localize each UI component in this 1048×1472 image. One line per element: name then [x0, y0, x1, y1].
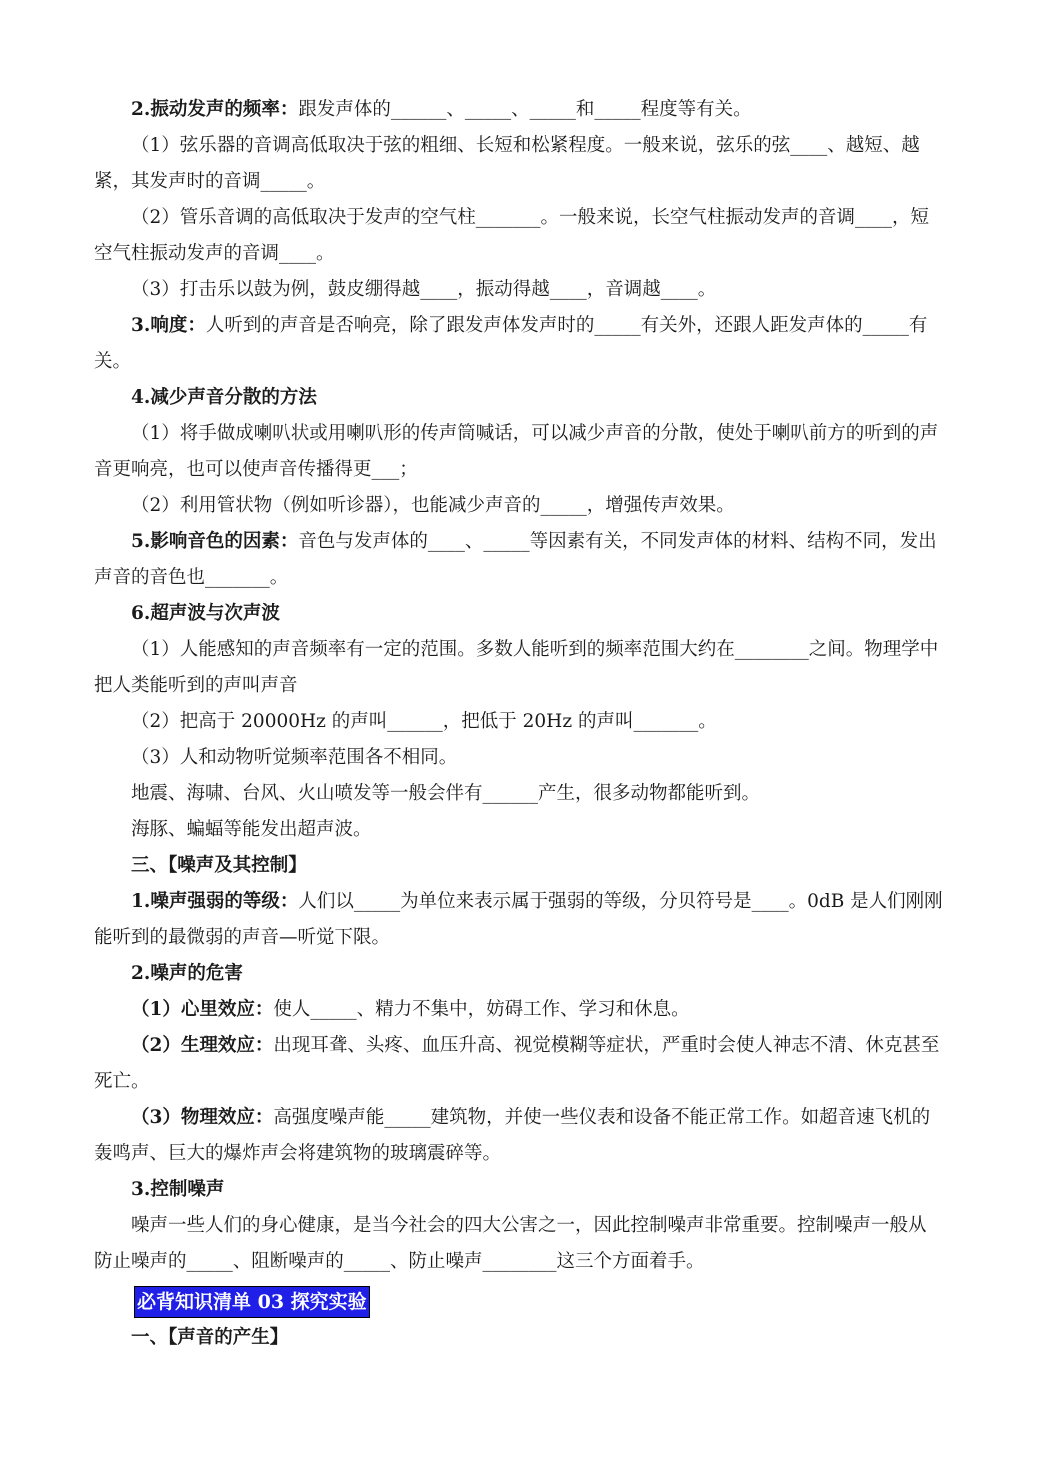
chapter-heading — [94, 1320, 944, 1356]
paragraph-heading: 3.响度： — [131, 315, 206, 336]
paragraph — [94, 992, 944, 1028]
paragraph-heading: 2.振动发声的频率： — [131, 99, 299, 120]
paragraph-text: 地震、海啸、台风、火山喷发等一般会伴有______产生，很多动物都能听到。 — [131, 783, 761, 804]
paragraph-heading: （3）物理效应： — [131, 1107, 274, 1128]
paragraph — [94, 200, 944, 272]
paragraph — [94, 272, 944, 308]
paragraph-text: （3）人和动物听觉频率范围各不相同。 — [131, 747, 458, 768]
paragraph-text: 出现耳聋、头疼、血压升高、视觉模糊等症状，严重时会使人神志不清、休克甚至死亡。 — [94, 1035, 940, 1092]
paragraph-text: （1）人能感知的声音频率有一定的范围。多数人能听到的频率范围大约在________之间。物理学中把人类能听到的声叫声音 — [94, 639, 939, 696]
paragraph-text: （2）利用管状物（例如听诊器），也能减少声音的_____，增强传声效果。 — [131, 495, 735, 516]
document-page — [94, 92, 944, 1356]
heading-text: 3.控制噪声 — [131, 1179, 225, 1200]
paragraph-text: 噪声一些人们的身心健康，是当今社会的四大公害之一，因此控制噪声非常重要。控制噪声一般从防止噪声的_____、阻断噪声的_____、防止噪声________这三个方面着手。 — [94, 1215, 927, 1272]
paragraph — [94, 308, 944, 380]
paragraph-text: （2）管乐音调的高低取决于发声的空气柱_______。一般来说，长空气柱振动发声的音调____，短空气柱振动发声的音调____。 — [94, 207, 930, 264]
section-heading — [94, 956, 944, 992]
paragraph-text: 高强度噪声能_____建筑物，并使一些仪表和设备不能正常工作。如超音速飞机的轰鸣声、巨大的爆炸声会将建筑物的玻璃震碎等。 — [94, 1107, 931, 1164]
paragraph — [94, 812, 944, 848]
heading-text: 4.减少声音分散的方法 — [131, 387, 317, 408]
paragraph — [94, 92, 944, 128]
paragraph — [94, 1100, 944, 1172]
paragraph-text: 使人_____、精力不集中，妨碍工作、学习和休息。 — [273, 999, 690, 1020]
section-heading — [94, 596, 944, 632]
section-heading — [94, 1172, 944, 1208]
paragraph-text: 海豚、蝙蝠等能发出超声波。 — [131, 819, 372, 840]
heading-text: 6.超声波与次声波 — [131, 603, 280, 624]
heading-text: 2.噪声的危害 — [131, 963, 243, 984]
paragraph-text: （2）把高于 20000Hz 的声叫______，把低于 20Hz 的声叫_______。 — [131, 711, 717, 732]
paragraph — [94, 776, 944, 812]
paragraph — [94, 704, 944, 740]
paragraph-text: （1）将手做成喇叭状或用喇叭形的传声筒喊话，可以减少声音的分散，使处于喇叭前方的听到的声音更响亮，也可以使声音传播得更___； — [94, 423, 939, 480]
paragraph-heading: （2）生理效应： — [131, 1035, 274, 1056]
paragraph-heading: （1）心里效应： — [131, 999, 274, 1020]
chapter-heading — [94, 848, 944, 884]
paragraph-heading: 5.影响音色的因素： — [131, 531, 299, 552]
paragraph — [94, 1208, 944, 1280]
paragraph — [94, 740, 944, 776]
knowledge-list-banner: 必背知识清单 03 探究实验 — [134, 1286, 370, 1318]
paragraph-text: 人听到的声音是否响亮，除了跟发声体发声时的_____有关外，还跟人距发声体的_____有关。 — [94, 315, 928, 372]
paragraph-text: 人们以_____为单位来表示属于强弱的等级，分贝符号是____。0dB 是人们刚刚能听到的最微弱的声音—听觉下限。 — [94, 891, 943, 948]
paragraph — [94, 488, 944, 524]
section-heading — [94, 380, 944, 416]
banner-wrapper — [94, 1280, 944, 1320]
heading-text: 一、【声音的产生】 — [131, 1327, 289, 1348]
paragraph-text: 跟发声体的______、_____、_____和_____程度等有关。 — [298, 99, 752, 120]
paragraph — [94, 524, 944, 596]
paragraph — [94, 416, 944, 488]
heading-text: 三、【噪声及其控制】 — [131, 855, 307, 876]
paragraph — [94, 632, 944, 704]
paragraph — [94, 1028, 944, 1100]
paragraph-heading: 1.噪声强弱的等级： — [131, 891, 299, 912]
paragraph-text: （3）打击乐以鼓为例，鼓皮绷得越____，振动得越____，音调越____。 — [131, 279, 717, 300]
paragraph-text: （1）弦乐器的音调高低取决于弦的粗细、长短和松紧程度。一般来说，弦乐的弦____、越短、越紧，其发声时的音调_____。 — [94, 135, 920, 192]
paragraph — [94, 128, 944, 200]
paragraph-text: 音色与发声体的____、_____等因素有关，不同发声体的材料、结构不同，发出声音的音色也_______。 — [94, 531, 937, 588]
paragraph — [94, 884, 944, 956]
